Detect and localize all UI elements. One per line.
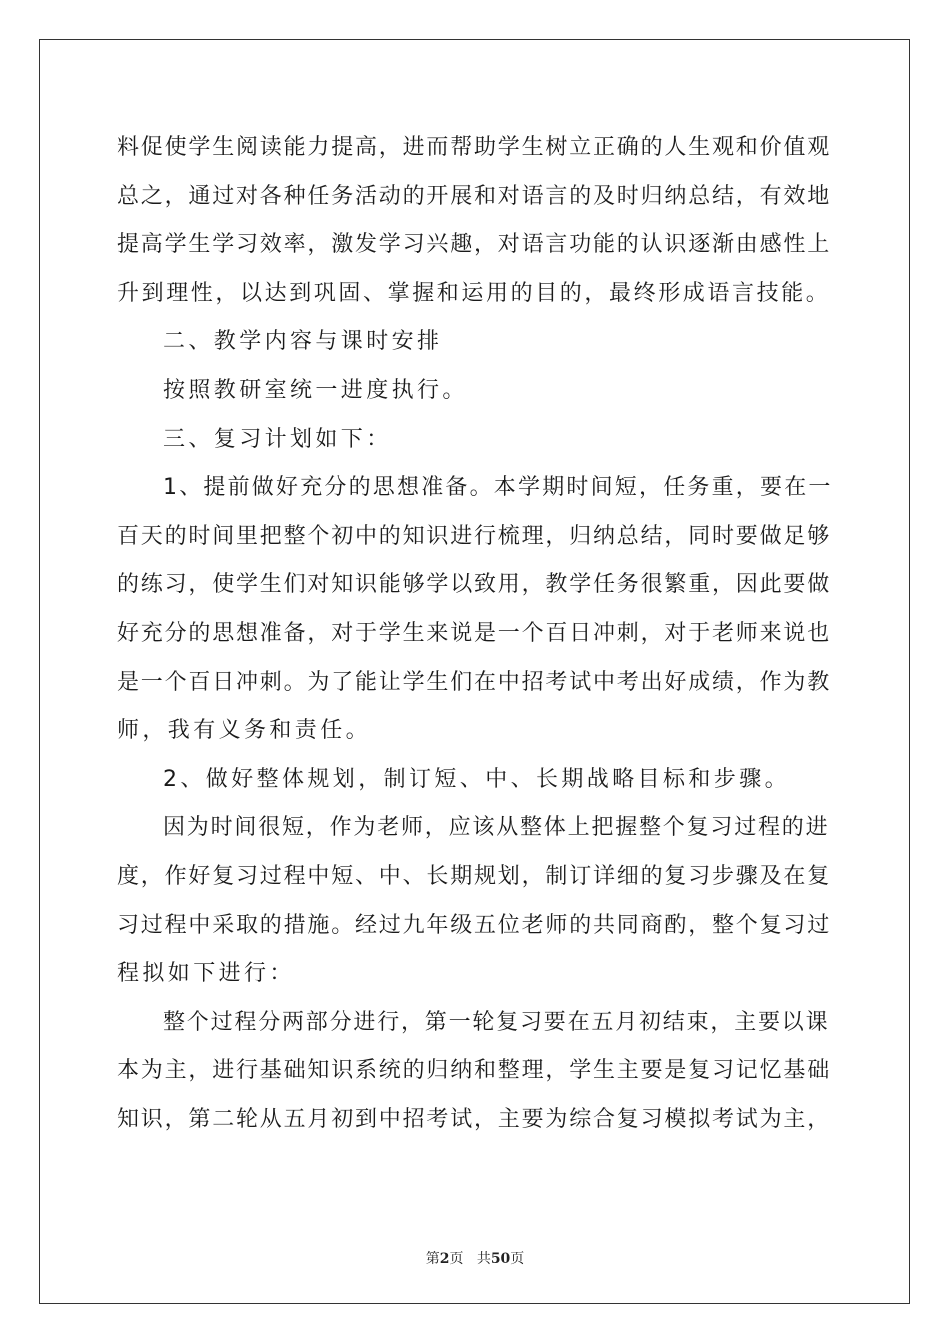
text-line: 总之，通过对各种任务活动的开展和对语言的及时归纳总结，有效地 [117, 183, 832, 209]
footer-prefix: 第 [425, 1251, 440, 1267]
text-line: 的练习，使学生们对知识能够学以致用，教学任务很繁重，因此要做 [117, 572, 832, 598]
text-line: 习过程中采取的措施。经过九年级五位老师的共同商酌，整个复习过 [117, 912, 832, 938]
text-line: 整个过程分两部分进行，第一轮复习要在五月初结束，主要以课 [163, 1009, 830, 1035]
footer-total-pages: 50 [490, 1251, 511, 1267]
text-line: 知识，第二轮从五月初到中招考试，主要为综合复习模拟考试为主， [117, 1106, 832, 1132]
text-line: 本为主，进行基础知识系统的归纳和整理，学生主要是复习记忆基础 [117, 1058, 832, 1084]
text-line: 百天的时间里把整个初中的知识进行梳理，归纳总结，同时要做足够 [117, 523, 832, 549]
text-line: 度，作好复习过程中短、中、长期规划，制订详细的复习步骤及在复 [117, 863, 832, 889]
section-heading: 二、教学内容与课时安排 [163, 329, 443, 355]
footer-total-prefix: 共 [476, 1251, 491, 1267]
section-heading: 三、复习计划如下： [163, 426, 392, 452]
page-footer [0, 1248, 950, 1268]
text-line: 因为时间很短，作为老师，应该从整体上把握整个复习过程的进 [163, 815, 830, 841]
text-line: 2、做好整体规划，制订短、中、长期战略目标和步骤。 [163, 766, 790, 792]
text-line: 升到理性，以达到巩固、掌握和运用的目的，最终形成语言技能。 [117, 280, 831, 306]
text-line: 按照教研室统一进度执行。 [163, 377, 468, 403]
text-line: 是一个百日冲刺。为了能让学生们在中招考试中考出好成绩，作为教 [117, 669, 832, 695]
footer-page-number: 2 [439, 1251, 450, 1267]
text-line: 好充分的思想准备，对于学生来说是一个百日冲刺，对于老师来说也 [117, 620, 832, 646]
footer-total-suffix: 页 [510, 1251, 525, 1267]
text-line: 料促使学生阅读能力提高，进而帮助学生树立正确的人生观和价值观 [117, 135, 832, 160]
text-line: 程拟如下进行： [117, 961, 295, 987]
text-line: 师，我有义务和责任。 [117, 718, 372, 744]
text-line: 提高学生学习效率，激发学习兴趣，对语言功能的认识逐渐由感性上 [117, 232, 832, 258]
footer-page-suffix: 页 [449, 1251, 464, 1267]
document-body [117, 124, 833, 1144]
text-line: 1、提前做好充分的思想准备。本学期时间短，任务重，要在一 [163, 475, 833, 501]
